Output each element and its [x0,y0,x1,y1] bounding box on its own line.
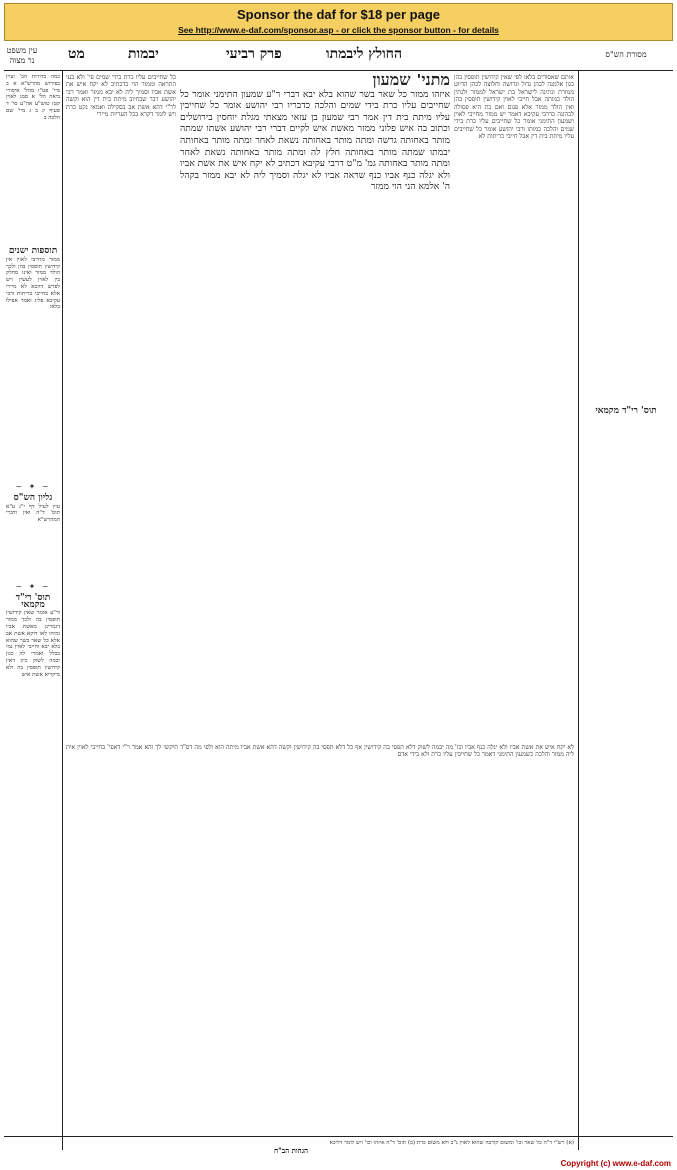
bottom-commentary-text: לא יקח איש את אשת אביו ולא יגלה כנף אביו וכו' מה יבמה לשוק דלא תפסי בה קידושין אף כל דלא תפסי בה קידושין וקשה דהא אשת אביו מיתה הוא ולפי מה דס"ד תיקשי לך והא אמר ר"י דאפי' בחייבי לאוין אית ליה ממזר והלכה כשמעון התימני דאמר כל שחייבין עליו כרת ולא בידי אדם [66,744,574,759]
rashi-column [454,74,574,734]
hagahot-text: (א) רש"י ד"ה כל שאר וכו' ומשום קורבה שהוא לאוין נ"ב ולא משום כרת (ב) תוס' ד"ה איזהו וכו' ויש לומר דליכא [329,1140,574,1146]
tosafot-yeshanim-title: תוספות ישנים [8,246,58,256]
shimon-heading: שמעון [372,74,411,89]
chapter-number: פרק רביעי [226,46,282,62]
gilyon-title: גליון הש"ס [13,492,53,503]
copyright-link[interactable]: Copyright (c) www.e-daf.com [560,1159,671,1168]
right-tosafot-title: תוס' רי"ד מקמאי [595,406,657,416]
tractate-name: יבמות [128,46,159,62]
ornament-divider: ~ ✦ ~ [15,484,51,491]
header-rule [4,70,673,71]
gemara-column [180,74,450,734]
hagahot-title: הגהות הב"ח [274,1146,309,1155]
left-margin-rule [62,70,63,1150]
folio-number: מט [68,46,85,62]
ein-mishpat-column [6,74,60,234]
footer-rule [4,1136,673,1137]
gemara-text: איזהו ממזר כל שאר בשר שהוא בלא יבא דברי ר"ע שמעון התימני אומר כל שחייבים עליו כרת בידי שמים והלכה כדבריו רבי יהושע אומר כל שחייבין עליו מיתת בית דין אמר רבי שמעון בן עזאי מצאתי מגלת יוחסין בירושלים וכתוב בה איש פלוני ממזר מאשת איש לקיים דברי רבי יהושע אשתו שמתה מותר באחותה גרשה ומתה מותר באחותה נשאת לאחר ומתה מותר באחותה יבמתו שמתה מותר באחותה חלץ לה ומתה מותר באחותה נשאת לאחר ומתה מותר באחותה גמ' מ"ט דרבי עקיבא דכתיב לא יקח איש את אשת אביו ולא יגלה כנף אביו כנף שראה אביו לא יגלה וסמיך ליה לא יבא ממזר בקהל ה' אלמא הני הוי ממזר [180,88,450,193]
tosafot-rid-column [6,584,60,1134]
hagahot-notes [66,1140,574,1154]
talmud-page [4,44,673,1156]
tosafot-rid-text: ור"ע אומר שאין קידושין תופסין בה ולכך ממזר דגמרינן מאשת אביו ומיהו לאו דוקא אשת אב אלא כל שאר בשר שהוא בלא יבא וחייבי לאוין נמי בכלל ואמרי לה כגון יבמה לשוק כיון דאין קידושין תופסין בה ולא מיקריא אשת איש [6,610,60,678]
tosafot-yeshanim-column [6,244,60,474]
ein-mishpat-label: עין משפט נר מצוה [6,46,38,65]
rashi-text: אותם שאסורים בלאו לפי שאין קידושין תופסין בהן כגון אלמנה לכהן גדול וגרושה וחלוצה לכהן הדיוט ממזרת ונתינה לישראל בת ישראל לממזר ולנתין הולד כמותה אבל חייבי לאוין קידושין תופסין בהן ואין הולד ממזר אלא פגום ואם בת היא פסולה לכהונה כדרבי עקיבא דאמר יש ממזר מחייבי לאוין ושמעון התימני אומר כל שחייבים עליו כרת בידי שמים והלכה כמותו ורבי יהושע אומר כל שחייבים עליו מיתת בית דין אבל חייבי כריתות לא [454,74,574,141]
masoret-hashas-label: מסורת הש"ס [605,50,647,59]
bottom-commentary [66,744,574,1134]
banner-sponsor-link[interactable]: See http://www.e-daf.com/sponsor.asp - or click the sponsor button - for details [178,25,499,35]
right-margin-rule [578,70,579,1150]
ornament-divider: ~ ✦ ~ [15,584,51,591]
tosafot-rid-title: תוס' רי"ד מקמאי [15,592,51,610]
tosafot-text: כל שחייבים עליו כרת בידי שמים פי' ולא בעי התראה וממזר הוי כדכתיב לא יקח איש את אשת אביו וסמיך ליה לא יבא ממזר ואמר רבי יהושע דבר שבחיוב מיתת בית דין הוא וקשה לר"י דהא אשת אב בסקילה ואמאי נקט כרת ויש לומר דקרא בכל העריות מיירי [66,74,176,119]
gilyon-column [6,484,60,574]
tosafot-yeshanim-text: ממזר מחייבי לאוין אין קידושין תופסין בהן ולכך הולד ממזר ואינו מחלק בין לאוין לעשין ויש לפרש דהכא לא מיירי אלא בחייבי כריתות ורבי עקיבא פליג ואמר אפילו בלאו [6,256,60,311]
banner-title: Sponsor the daf for $18 per page [237,7,440,22]
chapter-name: החולץ ליבמתו [326,46,403,62]
mishna-heading: מתני' [416,74,450,89]
page-header [4,44,673,70]
sponsor-banner[interactable] [4,3,673,41]
right-margin-column [582,404,670,1124]
tosafot-column [66,74,176,734]
ein-mishpat-text: כמה בדורות הב' ועיין בפירוש מהרש"א א ב מיי' פט"ו מהל' איסורי ביאה הל' א סמג לאוין קטז טוש"ע אה"ע סי' ד סעיף יג ב ג מיי' שם הלכה ב [6,74,60,121]
gilyon-text: עיין לעיל דף י"ג ע"א תוס' ד"ה ואין ודברי המהרש"א [6,503,60,524]
